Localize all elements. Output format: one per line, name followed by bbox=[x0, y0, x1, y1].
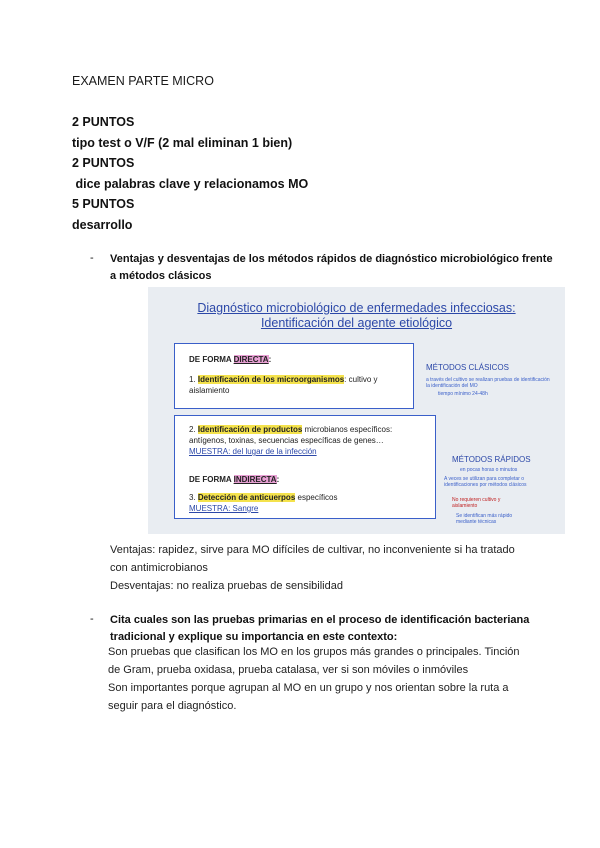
indirect-heading: DE FORMA INDIRECTA: bbox=[189, 475, 280, 484]
slide-title bbox=[148, 301, 565, 331]
item-3-highlight: Detección de anticuerpos bbox=[197, 493, 296, 502]
answer-2-line: de Gram, prueba oxidasa, prueba catalasa, ver si son móviles o inmóviles bbox=[108, 664, 469, 676]
question-2-line: tradicional y explique su importancia en este contexto: bbox=[110, 631, 398, 643]
answer-1-line: con antimicrobianos bbox=[110, 562, 208, 574]
diagnostic-slide-figure bbox=[148, 287, 565, 534]
answer-2-line: seguir para el diagnóstico. bbox=[108, 700, 237, 712]
answer-2 bbox=[108, 643, 520, 715]
points-line: 2 PUNTOS bbox=[72, 115, 135, 129]
answer-1 bbox=[110, 541, 515, 595]
question-1-bullet: - bbox=[90, 252, 94, 264]
points-line: dice palabras clave y relacionamos MO bbox=[72, 176, 309, 191]
item-2-highlight: Identificación de productos bbox=[197, 425, 303, 434]
classic-methods-note: tiempo mínimo 24-48h bbox=[438, 391, 488, 397]
direct-heading: DE FORMA DIRECTA: bbox=[189, 355, 272, 364]
rapid-methods-note: A veces se utilizan para completar o bbox=[444, 476, 525, 482]
item-3: 3. Detección de anticuerpos específicos MUESTRA: Sangre bbox=[189, 493, 338, 513]
question-2-line: Cita cuales son las pruebas primarias en el proceso de identificación bacteriana bbox=[110, 614, 530, 626]
exam-title: EXAMEN PARTE MICRO bbox=[72, 74, 214, 88]
item-3-sample: MUESTRA: Sangre bbox=[189, 504, 259, 513]
rapid-methods-heading: MÉTODOS RÁPIDOS bbox=[452, 455, 531, 464]
direct-method-box bbox=[174, 343, 414, 409]
indirect-method-box bbox=[174, 415, 436, 519]
rapid-methods-note: mediante técnicas bbox=[456, 519, 497, 525]
answer-2-line: Son pruebas que clasifican los MO en los grupos más grandes o principales. Tinción bbox=[108, 646, 520, 658]
points-line: 5 PUNTOS bbox=[72, 197, 135, 211]
direct-highlight: DIRECTA bbox=[233, 355, 269, 364]
question-2-bullet: - bbox=[90, 613, 94, 625]
rapid-methods-warning: aislamiento bbox=[452, 503, 478, 509]
answer-2-line: Son importantes porque agrupan al MO en un grupo y nos orientan sobre la ruta a bbox=[108, 682, 509, 694]
item-2: 2. Identificación de productos microbianos específicos: antígenos, toxinas, secuencias específicas de genes… MUESTRA: del lugar de la infección bbox=[189, 425, 393, 456]
slide-title-line2: Identificación del agente etiológico bbox=[260, 316, 453, 330]
rapid-methods-warning: No requieren cultivo y bbox=[452, 497, 501, 503]
classic-methods-heading: MÉTODOS CLÁSICOS bbox=[426, 363, 509, 372]
answer-1-line: Ventajas: rapidez, sirve para MO difíciles de cultivar, no inconveniente si ha tratado bbox=[110, 544, 515, 556]
question-1-line: Ventajas y desventajas de los métodos rápidos de diagnóstico microbiológico frente bbox=[110, 253, 553, 265]
rapid-methods-note: identificaciones por métodos clásicos bbox=[444, 482, 527, 488]
question-2 bbox=[110, 612, 529, 646]
points-line: desarrollo bbox=[72, 217, 133, 232]
question-1 bbox=[110, 251, 553, 285]
item-1: 1. Identificación de los microorganismos: cultivo y aislamiento bbox=[189, 375, 378, 395]
question-1-line: a métodos clásicos bbox=[110, 270, 212, 282]
classic-methods-note: la identificación del MO bbox=[426, 383, 478, 389]
points-line: tipo test o V/F (2 mal eliminan 1 bien) bbox=[72, 135, 293, 150]
points-line: 2 PUNTOS bbox=[72, 156, 135, 170]
rapid-methods-note: Se identifican más rápido bbox=[456, 513, 513, 519]
item-2-sample: MUESTRA: del lugar de la infección bbox=[189, 447, 317, 456]
points-list bbox=[72, 112, 308, 235]
indirect-highlight: INDIRECTA bbox=[233, 475, 277, 484]
answer-1-line: Desventajas: no realiza pruebas de sensibilidad bbox=[110, 580, 343, 592]
item-1-highlight: Identificación de los microorganismos bbox=[197, 375, 345, 384]
classic-methods-note: a través del cultivo se realizan pruebas de identificación bbox=[426, 377, 550, 383]
slide-title-line1: Diagnóstico microbiológico de enfermedades infecciosas: bbox=[197, 301, 516, 315]
rapid-methods-note: en pocas horas o minutos bbox=[460, 467, 518, 473]
